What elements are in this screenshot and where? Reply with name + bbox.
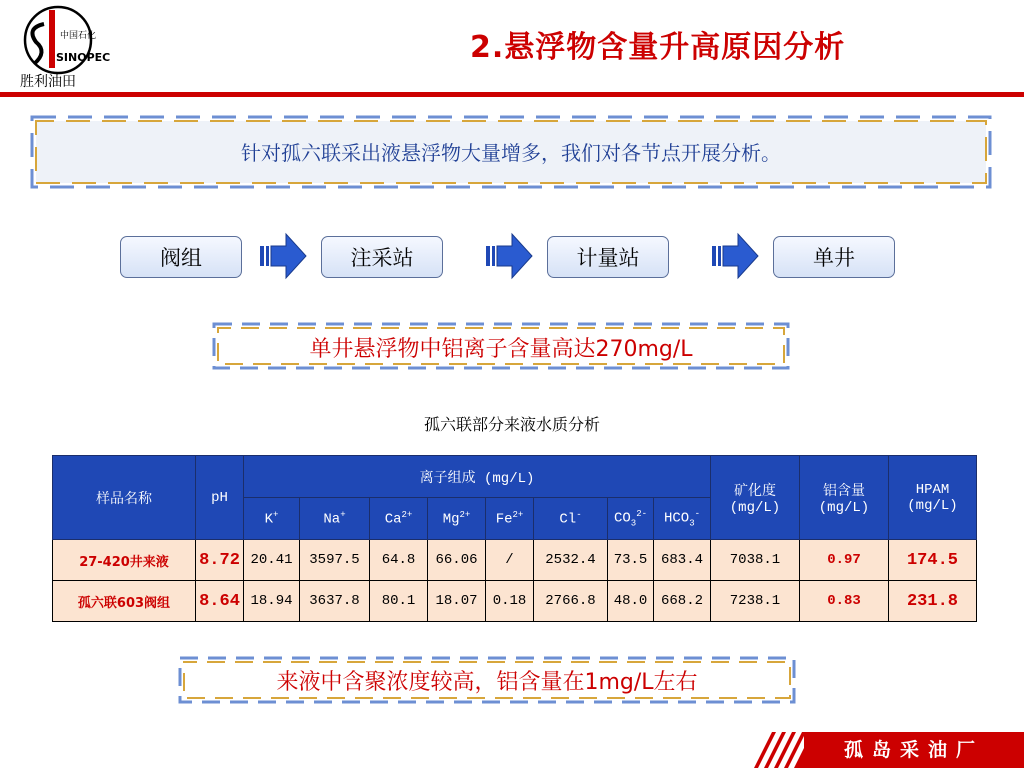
- finding-callout-2: [178, 656, 796, 704]
- cell-hco3: 668.2: [654, 581, 711, 622]
- cell-aluminum: 0.83: [800, 581, 889, 622]
- header-ion-cl: Cl-: [534, 498, 608, 540]
- cell-mineralization: 7238.1: [711, 581, 800, 622]
- cell-aluminum: 0.97: [800, 540, 889, 581]
- intro-text: 针对孤六联采出液悬浮物大量增多，我们对各节点开展分析。: [241, 141, 781, 165]
- header-ion-k: K+: [244, 498, 300, 540]
- header-ion-co3: $CO_3^{2-}$: [608, 498, 654, 540]
- footer-banner: [752, 732, 1024, 768]
- slide-title: 2.悬浮物含量升高原因分析: [470, 30, 846, 65]
- header-mineralization: 矿化度 (mg/L): [711, 456, 800, 540]
- flow-arrow-right-icon: [710, 230, 760, 282]
- logo-bottom-text: 胜利油田: [20, 74, 76, 90]
- cell-hpam: 174.5: [889, 540, 977, 581]
- cell-sample-name: 孤六联603阀组: [53, 581, 196, 622]
- cell-mg: 18.07: [428, 581, 486, 622]
- cell-cl: 2532.4: [534, 540, 608, 581]
- cell-fe: /: [486, 540, 534, 581]
- cell-na: 3597.5: [300, 540, 370, 581]
- cell-cl: 2766.8: [534, 581, 608, 622]
- finding1-text: 单井悬浮物中铝离子含量高达270mg/L: [309, 337, 693, 362]
- header-ion-ca: $Ca^{2+}$: [370, 498, 428, 540]
- cell-fe: 0.18: [486, 581, 534, 622]
- flow-node-metering-station: 计量站: [547, 236, 669, 278]
- cell-ca: 80.1: [370, 581, 428, 622]
- cell-ph: 8.64: [196, 581, 244, 622]
- cell-na: 3637.8: [300, 581, 370, 622]
- finding2-text: 来液中含聚浓度较高，铝含量在1mg/L左右: [276, 670, 698, 695]
- flow-node-single-well: 单井: [773, 236, 895, 278]
- header-ion-hco3: $HCO_3^-$: [654, 498, 711, 540]
- cell-mg: 66.06: [428, 540, 486, 581]
- cell-k: 18.94: [244, 581, 300, 622]
- header-ion-mg: $Mg^{2+}$: [428, 498, 486, 540]
- header-ph: pH: [196, 456, 244, 540]
- logo-brand-text: SINOPEC: [56, 51, 111, 64]
- finding-callout-1: [212, 322, 790, 370]
- table-row: [53, 581, 977, 622]
- header-aluminum: 铝含量 (mg/L): [800, 456, 889, 540]
- flow-arrow-right-icon: [484, 230, 534, 282]
- cell-ca: 64.8: [370, 540, 428, 581]
- water-quality-table: [52, 455, 977, 622]
- flow-arrow-right-icon: [258, 230, 308, 282]
- header-hpam: HPAM (mg/L): [889, 456, 977, 540]
- footer-org-name: 孤岛采油厂: [843, 739, 984, 761]
- flow-node-valve-group: 阀组: [120, 236, 242, 278]
- flow-node-injection-station: 注采站: [321, 236, 443, 278]
- cell-ph: 8.72: [196, 540, 244, 581]
- cell-hco3: 683.4: [654, 540, 711, 581]
- header-ion-na: Na+: [300, 498, 370, 540]
- cell-mineralization: 7038.1: [711, 540, 800, 581]
- footer-stripes-icon: [752, 732, 812, 768]
- cell-co3: 73.5: [608, 540, 654, 581]
- cell-hpam: 231.8: [889, 581, 977, 622]
- table-caption: 孤六联部分来液水质分析: [423, 415, 600, 434]
- title-divider: [0, 92, 1024, 97]
- header-sample-name: 样品名称: [53, 456, 196, 540]
- table-row: [53, 540, 977, 581]
- cell-sample-name: 27-420井来液: [53, 540, 196, 581]
- header-ion-fe: $Fe^{2+}$: [486, 498, 534, 540]
- logo-top-text: 中国石化: [60, 31, 97, 41]
- sinopec-shengli-logo: [18, 4, 111, 90]
- cell-k: 20.41: [244, 540, 300, 581]
- header-ion-group: 离子组成 (mg/L): [244, 456, 711, 498]
- intro-callout: [30, 115, 992, 189]
- cell-co3: 48.0: [608, 581, 654, 622]
